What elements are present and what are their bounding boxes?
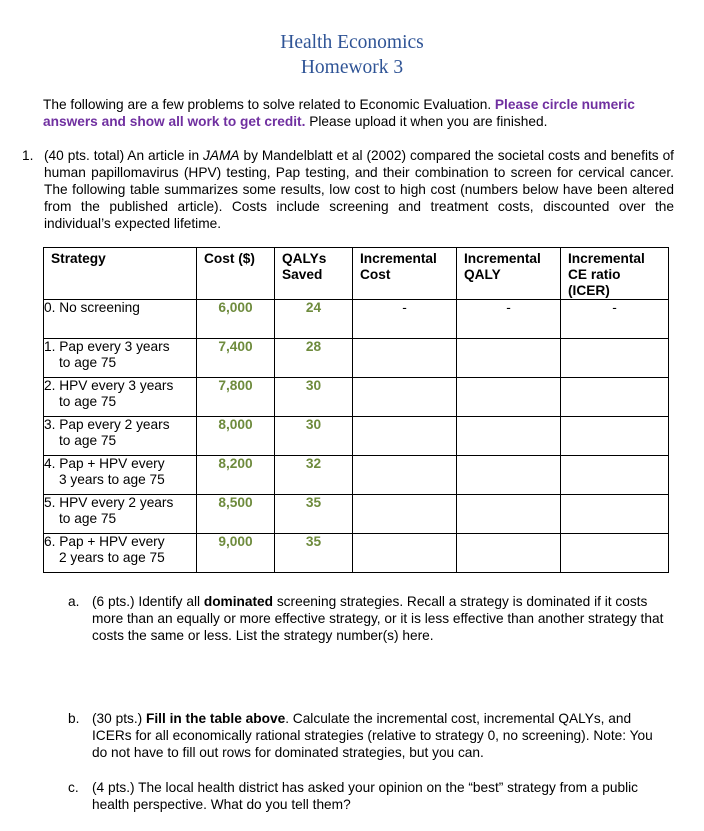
header-cost: Cost ($) (197, 248, 275, 300)
subquestion-a-label: a. (68, 594, 80, 609)
subquestion-a-text: (6 pts.) Identify all (92, 594, 204, 609)
cost-cell: 7,400 (197, 339, 275, 378)
cost-cell: 6,000 (197, 300, 275, 339)
qalys-cell: 35 (275, 495, 353, 534)
table-row (44, 378, 669, 417)
intro-text: The following are a few problems to solve related to Economic Evaluation. (43, 97, 495, 112)
strategy-cell: 3. Pap every 2 years to age 75 (44, 417, 197, 456)
page-subtitle: Homework 3 (300, 57, 404, 78)
subquestion-c-label: c. (68, 780, 79, 795)
icer-cell (561, 417, 669, 456)
qalys-cell: 28 (275, 339, 353, 378)
cost-cell: 8,200 (197, 456, 275, 495)
subquestion-c-text: (4 pts.) The local health district has asked your opinion on the “best” strategy from a public health perspective. What do you tell them? (92, 780, 639, 812)
intro-text-end: Please upload it when you are finished. (305, 114, 548, 129)
icer-cell (561, 378, 669, 417)
cost-cell: 8,000 (197, 417, 275, 456)
table-row (44, 300, 669, 339)
table-row (44, 339, 669, 378)
header-incremental-cost: Incremental Cost (353, 248, 457, 300)
table-row (44, 417, 669, 456)
incremental-qaly-cell (457, 456, 561, 495)
qalys-cell: 35 (275, 534, 353, 573)
incremental-cost-cell (353, 534, 457, 573)
incremental-qaly-cell (457, 339, 561, 378)
icer-cell: - (561, 300, 669, 339)
subquestion-b-text: (30 pts.) (92, 711, 147, 726)
text-cursor-mark (668, 339, 669, 359)
icer-cell (561, 495, 669, 534)
incremental-qaly-cell (457, 378, 561, 417)
strategy-cell: 1. Pap every 3 years to age 75 (44, 339, 197, 378)
cost-cell: 9,000 (197, 534, 275, 573)
incremental-qaly-cell (457, 534, 561, 573)
cost-cell: 8,500 (197, 495, 275, 534)
table-header-row (44, 248, 669, 300)
incremental-qaly-cell: - (457, 300, 561, 339)
subquestion-b-bold: Fill in the table above (146, 711, 286, 726)
strategy-cell: 2. HPV every 3 years to age 75 (44, 378, 197, 417)
question-1-number: 1. (22, 148, 34, 163)
subquestion-c (68, 779, 664, 813)
subquestion-b-text-cont: . Calculate the incremental cost, incremental QALYs, and ICERs for all economically rational strategies (relative to strategy 0, no screening). Note: You do not have to fill out rows for dominated strategies, but you can. (92, 711, 653, 760)
strategy-cell: 5. HPV every 2 years to age 75 (44, 495, 197, 534)
incremental-cost-cell (353, 378, 457, 417)
incremental-cost-cell (353, 339, 457, 378)
incremental-qaly-cell (457, 417, 561, 456)
icer-cell (561, 339, 669, 378)
subquestion-b (68, 710, 664, 761)
table-row (44, 495, 669, 534)
subquestion-a-text-cont: screening strategies. Recall a strategy is dominated if it costs more than an equally or more effective strategy, or it is less effective than another strategy that costs the same or less. List the strategy number(s) here. (92, 594, 664, 643)
table-row (44, 534, 669, 573)
incremental-cost-cell (353, 456, 457, 495)
strategy-table (43, 247, 669, 573)
subquestion-b-label: b. (68, 711, 80, 726)
header-incremental-qaly: Incremental QALY (457, 248, 561, 300)
incremental-qaly-cell (457, 495, 561, 534)
intro-paragraph (43, 96, 673, 130)
incremental-cost-cell (353, 495, 457, 534)
question-1-text: (40 pts. total) An article in (44, 148, 204, 163)
subquestion-a-bold: dominated (203, 594, 274, 609)
intro-emphasis: Please circle numeric answers and show all work to get credit. (43, 97, 635, 129)
strategy-cell: 4. Pap + HPV every 3 years to age 75 (44, 456, 197, 495)
strategy-cell: 6. Pap + HPV every 2 years to age 75 (44, 534, 197, 573)
subquestion-a (68, 593, 664, 644)
icer-cell (561, 456, 669, 495)
incremental-cost-cell: - (353, 300, 457, 339)
question-1-journal: JAMA (203, 148, 240, 163)
question-1 (22, 147, 674, 232)
header-qalys: QALYs Saved (275, 248, 353, 300)
qalys-cell: 32 (275, 456, 353, 495)
qalys-cell: 30 (275, 378, 353, 417)
strategy-cell: 0. No screening (44, 300, 197, 339)
header-strategy: Strategy (44, 248, 197, 300)
qalys-cell: 30 (275, 417, 353, 456)
table-row (44, 456, 669, 495)
question-1-text-cont: by Mandelblatt et al (2002) compared the societal costs and benefits of human papillomavirus (HPV) testing, Pap testing, and their combination to screen for cervical cancer. The following table summarizes some results, low cost to high cost (numbers below have been altered from the published article). Costs include screening and treatment costs, discounted over the individual’s expected lifetime. (44, 148, 674, 231)
page-title: Health Economics (280, 32, 424, 53)
header-icer: Incremental CE ratio (ICER) (561, 248, 669, 300)
icer-cell (561, 534, 669, 573)
cost-cell: 7,800 (197, 378, 275, 417)
qalys-cell: 24 (275, 300, 353, 339)
incremental-cost-cell (353, 417, 457, 456)
